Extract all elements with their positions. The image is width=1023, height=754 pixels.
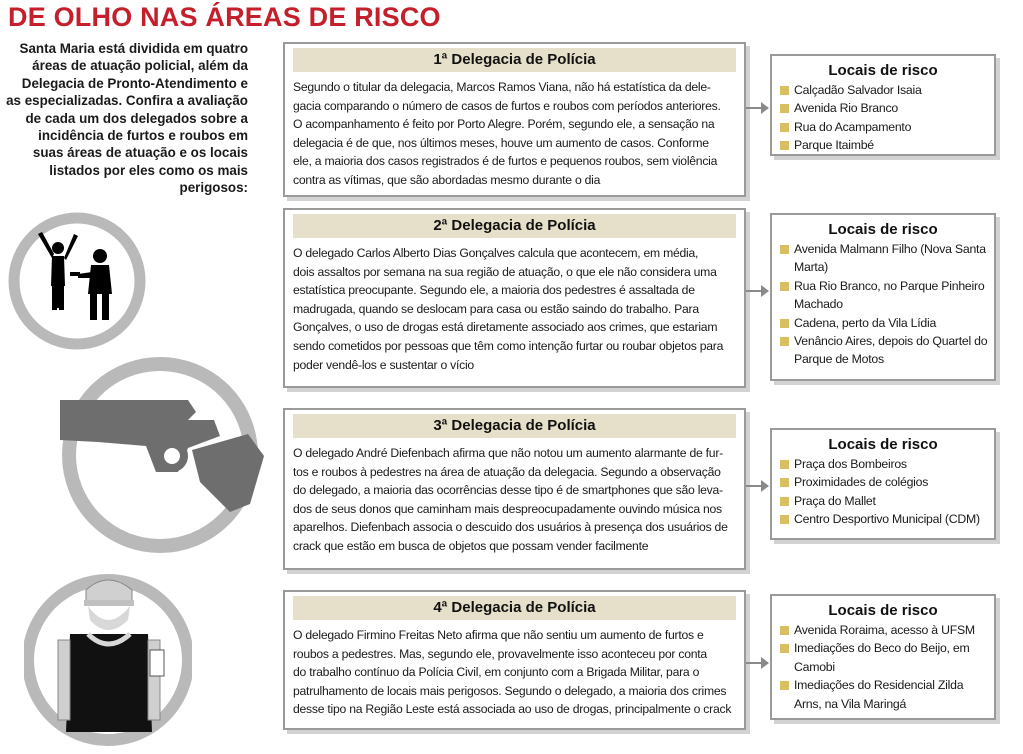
intro-text: Santa Maria está dividida em quatro áreas de atuação policial, além da Delegacia de Pronto-Atendimento e as especializadas. Confira a avaliação de cada um dos delegados sobre a incidência de furtos e roubos em suas áreas de atuação e os locais listados por eles como os mais perigosos: <box>6 41 248 196</box>
hooded-person-icon <box>24 556 192 749</box>
text-line: dos de seus donos que caminham mais despreocupadamente ouvindo música nos <box>293 501 722 516</box>
delegacia-1-card <box>283 42 746 197</box>
text-line: contra as vítimas, que são abordadas mesmo durante o dia <box>293 172 601 187</box>
risk-item: Rua do Acampamento <box>780 118 988 136</box>
risk-box-4 <box>770 594 996 720</box>
risk-item: Imediações do Beco do Beijo, em Camobi <box>780 639 988 676</box>
bullet-icon <box>780 497 789 506</box>
bullet-icon <box>780 626 789 635</box>
text-line: tos e roubos à pedestres na área de atuação da delegacia. Segundo a observação <box>293 464 721 479</box>
risk-item: Centro Desportivo Municipal (CDM) <box>780 510 988 528</box>
arrow-1 <box>746 107 768 109</box>
text-line: crack que estão em busca de objetos que possam vender facilmente <box>293 538 649 553</box>
risk-box-2 <box>770 213 996 381</box>
text-line: aparelhos. Diefenbach associa o descuido dos usuários à presença dos usuários de <box>293 520 728 535</box>
bullet-icon <box>780 123 789 132</box>
arrow-3 <box>746 485 768 487</box>
text-line: delegacia é de que, nos últimos meses, houve um aumento de casos. Conforme <box>293 135 709 150</box>
delegacia-3-card <box>283 408 746 570</box>
delegacia-4-heading: 4ª Delegacia de Polícia <box>293 596 736 620</box>
risk-item: Avenida Malmann Filho (Nova Santa Marta) <box>780 240 988 277</box>
delegacia-2-heading: 2ª Delegacia de Polícia <box>293 214 736 238</box>
revolver-icon <box>38 356 282 554</box>
bullet-icon <box>780 282 789 291</box>
arrow-4 <box>746 662 768 664</box>
risk-title: Locais de risco <box>828 602 938 619</box>
delegacia-3-text <box>293 444 734 556</box>
delegacia-3-heading: 3ª Delegacia de Polícia <box>293 414 736 438</box>
text-line: O delegado Carlos Alberto Dias Gonçalves calcula que acontecem, em média, <box>293 246 699 260</box>
risk-item: Imediações do Residencial Zilda Arns, na Vila Maringá <box>780 676 988 713</box>
text-line: O delegado Firmino Freitas Neto afirma que não sentiu um aumento de furtos e <box>293 628 704 642</box>
risk-box-1 <box>770 54 996 156</box>
risk-item: Cadena, perto da Vila Lídia <box>780 314 988 332</box>
text-line: O delegado André Diefenbach afirma que não notou um aumento alarmante de fur- <box>293 446 723 460</box>
bullet-icon <box>780 515 789 524</box>
risk-item: Venâncio Aires, depois do Quartel do Parque de Motos <box>780 332 988 369</box>
bullet-icon <box>780 104 789 113</box>
risk-title: Locais de risco <box>828 62 938 79</box>
text-line: do trabalho contínuo da Polícia Civil, em conjunto com a Brigada Militar, para o <box>293 665 700 680</box>
risk-item: Calçadão Salvador Isaia <box>780 81 988 99</box>
risk-item: Avenida Rio Branco <box>780 99 988 117</box>
bullet-icon <box>780 245 789 254</box>
risk-title: Locais de risco <box>828 436 938 453</box>
robbery-scene-icon <box>8 212 146 350</box>
text-line: O acompanhamento é feito por Porto Alegre. Porém, segundo ele, a sensação na <box>293 117 715 132</box>
delegacia-4-text <box>293 626 734 719</box>
delegacia-4-card <box>283 590 746 730</box>
risk-item: Avenida Roraima, acesso à UFSM <box>780 621 988 639</box>
text-line: madrugada, quando se deslocam para casa ou estão saindo do trabalho. Para <box>293 301 699 316</box>
delegacia-1-heading: 1ª Delegacia de Polícia <box>293 48 736 72</box>
text-line: roubos a pedestres. Mas, segundo ele, provavelmente isso aconteceu por conta <box>293 646 707 661</box>
risk-item: Rua Rio Branco, no Parque Pinheiro Machado <box>780 277 988 314</box>
text-line: Gonçalves, o uso de drogas está diretamente associado aos crimes, que estariam <box>293 320 718 335</box>
bullet-icon <box>780 478 789 487</box>
risk-item: Praça dos Bombeiros <box>780 455 988 473</box>
text-line: desse tipo na Região Leste está associada ao uso de drogas, principalmente o crack <box>293 702 732 717</box>
risk-title: Locais de risco <box>828 221 938 238</box>
risk-box-3 <box>770 428 996 540</box>
text-line: poder vendê-los e sustentar o vício <box>293 357 474 372</box>
bullet-icon <box>780 319 789 328</box>
bullet-icon <box>780 644 789 653</box>
bullet-icon <box>780 141 789 150</box>
text-line: estatística preocupante. Segundo ele, a maioria dos pedestres é assaltada de <box>293 283 695 298</box>
bullet-icon <box>780 681 789 690</box>
text-line: dois assaltos por semana na sua região de atuação, o que ele não considera uma <box>293 264 717 279</box>
text-line: ele, a maioria dos casos registrados é de furtos e pequenos roubos, sem violência <box>293 154 718 169</box>
bullet-icon <box>780 460 789 469</box>
bullet-icon <box>780 337 789 346</box>
text-line: do delegado, a maioria das ocorrências desse tipo é de smartphones que são leva- <box>293 483 723 498</box>
text-line: Segundo o titular da delegacia, Marcos Ramos Viana, não há estatística da dele- <box>293 80 711 94</box>
arrow-2 <box>746 290 768 292</box>
risk-item: Proximidades de colégios <box>780 473 988 491</box>
delegacia-1-text <box>293 78 734 190</box>
risk-item: Parque Itaimbé <box>780 136 988 154</box>
text-line: patrulhamento de locais mais perigosos. Segundo o delegado, a maioria dos crimes <box>293 683 727 698</box>
risk-item: Praça do Mallet <box>780 492 988 510</box>
delegacia-2-card <box>283 208 746 388</box>
bullet-icon <box>780 86 789 95</box>
delegacia-2-text <box>293 244 734 374</box>
text-line: gacia comparando o número de casos de furtos e roubos com períodos anteriores. <box>293 98 721 113</box>
text-line: sendo cometidos por pessoas que têm como intenção furtar ou roubar objetos para <box>293 338 724 353</box>
page-title: DE OLHO NAS ÁREAS DE RISCO <box>8 2 441 32</box>
